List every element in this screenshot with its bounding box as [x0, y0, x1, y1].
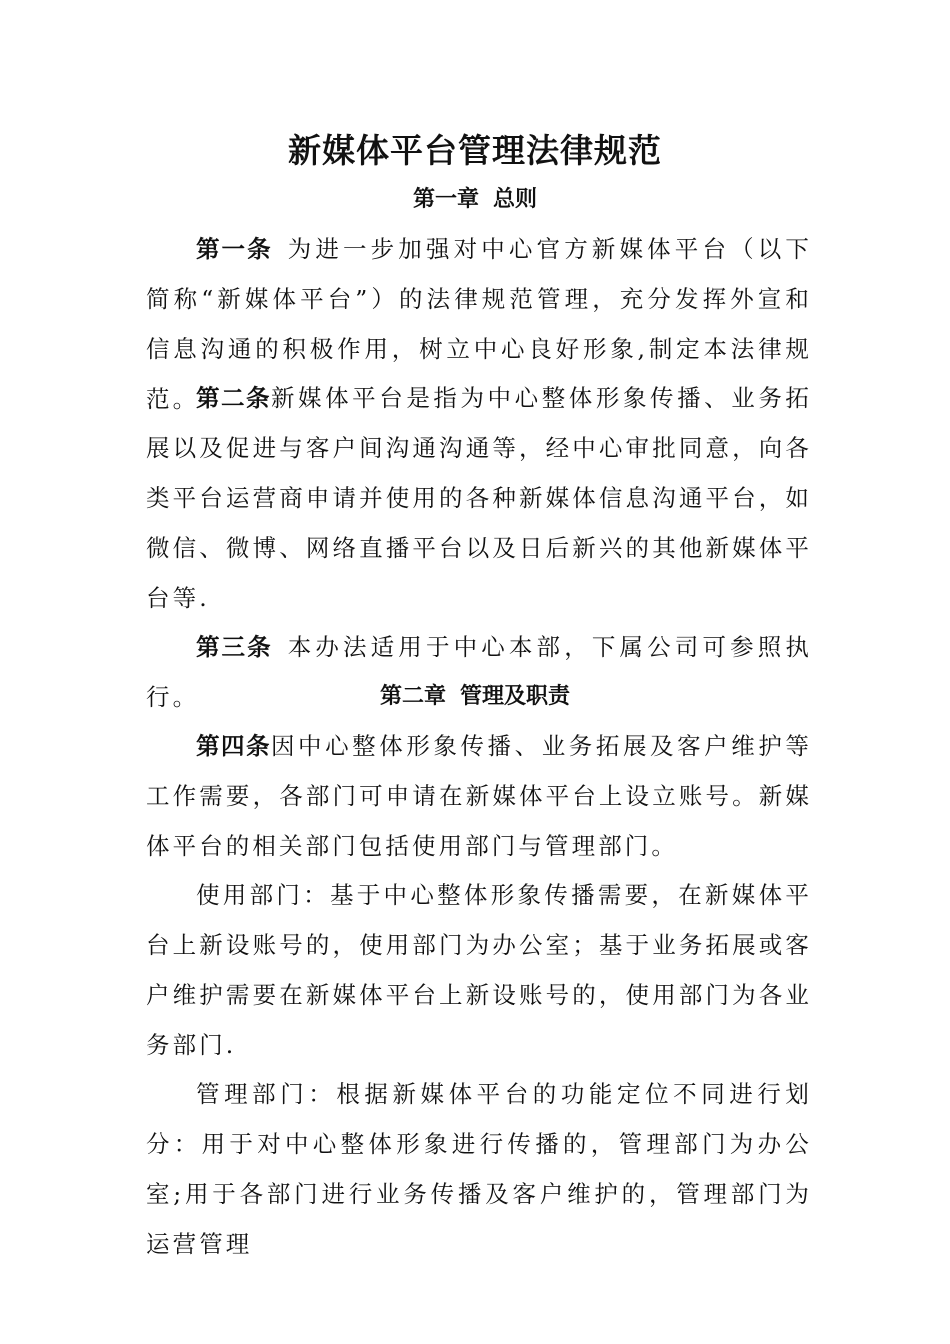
chapter-2-heading — [0, 677, 950, 717]
article-3-label: 第三条 — [196, 633, 273, 661]
usage-department-paragraph — [146, 870, 812, 1070]
chapter-1-label: 第一章 — [412, 187, 479, 212]
article-2-text: 新媒体平台是指为中心整体形象传播、业务拓展以及促进与客户间沟通沟通等，经中心审批同意，向各类平台运营商申请并使用的各种新媒体信息沟通平台，如微信、微博、网络直播平台以及日后新兴的其他新媒体平台等. — [146, 384, 813, 612]
chapter-2-name: 管理及职责 — [460, 684, 571, 709]
chapter-1-heading — [0, 180, 950, 220]
chapter-1-name: 总则 — [493, 187, 538, 212]
article-2 — [146, 373, 812, 623]
article-1-text: 为进一步加强对中心官方新媒体平台（以下简称“新媒体平台”）的法律规范管理，充分发挥外宣和信息沟通的积极作用，树立中心良好形象,制定本法律规范。 — [146, 235, 813, 413]
document-title: 新媒体平台管理法律规范 — [288, 131, 662, 170]
article-1-label: 第一条 — [196, 235, 273, 263]
article-2-label: 第二条 — [196, 384, 271, 412]
article-4-label: 第四条 — [196, 732, 271, 760]
article-3-text: 本办法适用于中心本部，下属公司可参照执行。 — [146, 633, 813, 711]
article-4 — [146, 721, 812, 871]
management-department-paragraph — [146, 1069, 812, 1269]
chapter-2-label: 第二章 — [379, 684, 446, 709]
usage-department-text: 使用部门：基于中心整体形象传播需要，在新媒体平台上新设账号的，使用部门为办公室；基于业务拓展或客户维护需要在新媒体平台上新设账号的，使用部门为各业务部门. — [146, 881, 812, 1059]
article-4-text: 因中心整体形象传播、业务拓展及客户维护等工作需要，各部门可申请在新媒体平台上设立账号。新媒体平台的相关部门包括使用部门与管理部门。 — [146, 732, 813, 860]
management-department-text: 管理部门：根据新媒体平台的功能定位不同进行划分：用于对中心整体形象进行传播的，管理部门为办公室;用于各部门进行业务传播及客户维护的，管理部门为运营管理 — [146, 1080, 812, 1258]
